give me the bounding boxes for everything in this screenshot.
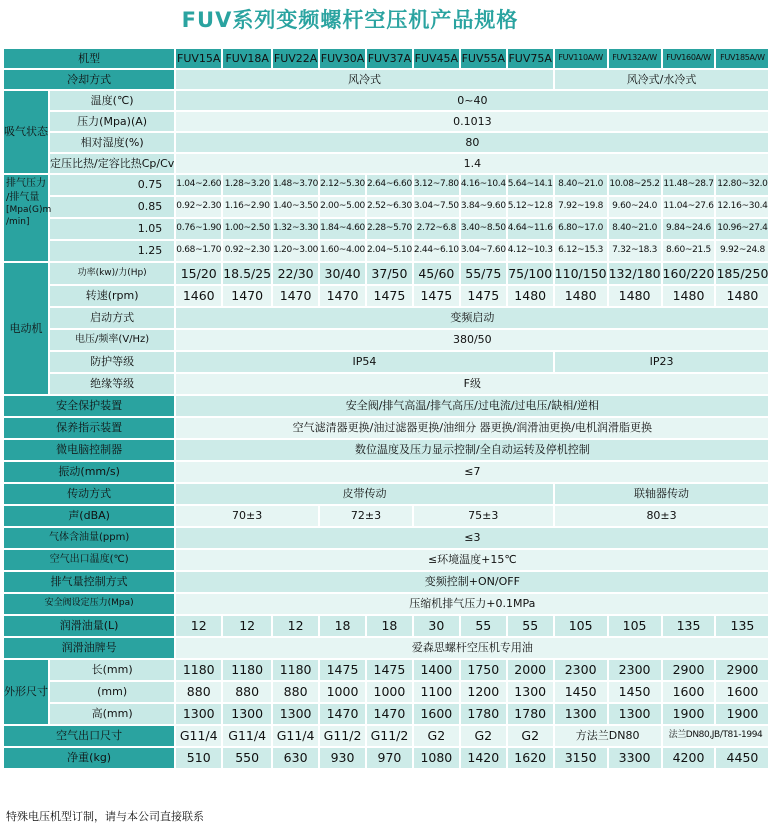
- dims-cell: 1000: [367, 682, 412, 702]
- weight-cell: 1420: [461, 748, 506, 768]
- model-cell: FUV55A: [461, 49, 506, 68]
- motor-speed-cell: 1475: [414, 286, 459, 306]
- discharge-row: [4, 241, 768, 261]
- discharge-cell: 8.40~21.0: [555, 175, 607, 195]
- model-cell: FUV22A: [273, 49, 318, 68]
- dims-cell: 1475: [367, 660, 412, 680]
- model-cell: FUV75A: [508, 49, 553, 68]
- motor-start-label: 启动方式: [50, 308, 174, 328]
- motor-speed-cell: 1470: [273, 286, 318, 306]
- outlet-temp-row: [4, 550, 768, 570]
- motor-volt-label: 电压/频率(V/Hz): [50, 330, 174, 350]
- footer-note: 特殊电压机型订制，请与本公司直接联系: [6, 810, 204, 823]
- discharge-cell: 3.40~8.50: [461, 219, 506, 239]
- discharge-cell: 1.84~4.60: [320, 219, 365, 239]
- vibration-row: [4, 462, 768, 482]
- weight-cell: 4450: [716, 748, 768, 768]
- motor-power-cell: 185/250: [716, 263, 768, 284]
- cooling-air-water: 风冷式/水冷式: [555, 70, 769, 89]
- motor-power-cell: 55/75: [461, 263, 506, 284]
- dims-cell: 2000: [508, 660, 553, 680]
- safety-valve-value: 压缩机排气压力+0.1MPa: [176, 594, 768, 614]
- dims-label: 长(mm): [50, 660, 174, 680]
- dims-cell: 1780: [508, 704, 553, 724]
- motor-group-label: 电动机: [4, 263, 48, 394]
- discharge-cell: 5.12~12.8: [508, 197, 553, 217]
- motor-power-cell: 160/220: [663, 263, 715, 284]
- weight-cell: 930: [320, 748, 365, 768]
- outlet-size-cell: G2: [414, 726, 459, 746]
- intake-value: 0.1013: [176, 112, 768, 131]
- motor-power-cell: 30/40: [320, 263, 365, 284]
- discharge-cell: 1.00~2.50: [223, 219, 271, 239]
- discharge-cell: 9.92~24.8: [716, 241, 768, 261]
- model-cell: FUV45A: [414, 49, 459, 68]
- discharge-cell: 0.76~1.90: [176, 219, 221, 239]
- lube-qty-cell: 30: [414, 616, 459, 636]
- discharge-cell: 4.12~10.3: [508, 241, 553, 261]
- dims-row: [4, 682, 768, 702]
- dims-label: 高(mm): [50, 704, 174, 724]
- discharge-cell: 0.92~2.30: [223, 241, 271, 261]
- weight-cell: 3300: [609, 748, 661, 768]
- intake-row: [4, 112, 768, 131]
- weight-cell: 550: [223, 748, 271, 768]
- dims-cell: 1300: [176, 704, 221, 724]
- motor-power-label: 功率(kw)/力(Hp): [50, 263, 174, 284]
- discharge-cell: 12.16~30.4: [716, 197, 768, 217]
- dims-label: (mm): [50, 682, 174, 702]
- dims-cell: 1000: [320, 682, 365, 702]
- dims-cell: 1750: [461, 660, 506, 680]
- discharge-cell: 10.08~25.2: [609, 175, 661, 195]
- drive-row: [4, 484, 768, 504]
- model-cell: FUV160A/W: [663, 49, 715, 68]
- noise-value: 80±3: [555, 506, 769, 526]
- intake-row: [4, 133, 768, 152]
- motor-speed-label: 转速(rpm): [50, 286, 174, 306]
- lube-qty-cell: 105: [609, 616, 661, 636]
- dims-cell: 2300: [555, 660, 607, 680]
- weight-cell: 1080: [414, 748, 459, 768]
- cooling-air: 风冷式: [176, 70, 552, 89]
- motor-power-cell: 132/180: [609, 263, 661, 284]
- motor-power-cell: 18.5/25: [223, 263, 271, 284]
- dims-cell: 1300: [508, 682, 553, 702]
- discharge-cell: 11.48~28.7: [663, 175, 715, 195]
- maint-label: 保养指示装置: [4, 418, 174, 438]
- discharge-pressure: 0.85: [50, 197, 174, 217]
- discharge-cell: 1.32~3.30: [273, 219, 318, 239]
- page-title: FUV系列变频螺杆空压机产品规格: [181, 8, 519, 32]
- lube-qty-label: 润滑油量(L): [4, 616, 174, 636]
- motor-speed-cell: 1470: [223, 286, 271, 306]
- motor-power-cell: 75/100: [508, 263, 553, 284]
- safety-row: [4, 396, 768, 416]
- dims-cell: 1600: [414, 704, 459, 724]
- motor-power-cell: 15/20: [176, 263, 221, 284]
- discharge-label-line: 排气压力: [6, 178, 46, 189]
- header-label: 机型: [4, 49, 174, 68]
- motor-volt-value: 380/50: [176, 330, 768, 350]
- drive-belt: 皮带传动: [176, 484, 552, 504]
- lube-qty-cell: 105: [555, 616, 607, 636]
- weight-cell: 4200: [663, 748, 715, 768]
- dims-cell: 1475: [320, 660, 365, 680]
- noise-value: 72±3: [320, 506, 412, 526]
- lube-qty-cell: 135: [663, 616, 715, 636]
- model-cell: FUV15A: [176, 49, 221, 68]
- discharge-label-line: /min]: [6, 217, 30, 228]
- dims-cell: 880: [176, 682, 221, 702]
- dims-cell: 1300: [609, 704, 661, 724]
- dims-cell: 1300: [273, 704, 318, 724]
- dims-row: [4, 660, 768, 680]
- discharge-cell: 1.04~2.60: [176, 175, 221, 195]
- discharge-cell: 3.84~9.60: [461, 197, 506, 217]
- discharge-cell: 7.92~19.8: [555, 197, 607, 217]
- discharge-row: [4, 175, 768, 195]
- lube-qty-cell: 12: [176, 616, 221, 636]
- dims-group-label: 外形尺寸: [4, 660, 48, 724]
- lube-qty-cell: 12: [223, 616, 271, 636]
- intake-value: 0~40: [176, 91, 768, 110]
- lube-brand-label: 润滑油牌号: [4, 638, 174, 658]
- dims-cell: 1900: [663, 704, 715, 724]
- vibration-value: ≤7: [176, 462, 768, 482]
- discharge-label-line: [Mpa(G)m: [6, 205, 52, 215]
- intake-label: 压力(Mpa)(A): [50, 112, 174, 131]
- outlet-temp-value: ≤环境温度+15℃: [176, 550, 768, 570]
- outlet-size-cell: G2: [508, 726, 553, 746]
- motor-speed-cell: 1475: [367, 286, 412, 306]
- outlet-size-cell: G11/4: [273, 726, 318, 746]
- model-cell: FUV37A: [367, 49, 412, 68]
- discharge-cell: 7.32~18.3: [609, 241, 661, 261]
- motor-power-cell: 22/30: [273, 263, 318, 284]
- discharge-cell: 1.60~4.00: [320, 241, 365, 261]
- discharge-cell: 2.52~6.30: [367, 197, 412, 217]
- discharge-cell: 11.04~27.6: [663, 197, 715, 217]
- dims-cell: 1450: [609, 682, 661, 702]
- motor-speed-cell: 1480: [555, 286, 607, 306]
- model-cell: FUV18A: [223, 49, 271, 68]
- discharge-cell: 1.16~2.90: [223, 197, 271, 217]
- discharge-cell: 3.04~7.60: [461, 241, 506, 261]
- outlet-size-cell: G11/4: [223, 726, 271, 746]
- oil-content-value: ≤3: [176, 528, 768, 548]
- motor-power-cell: 45/60: [414, 263, 459, 284]
- intake-label: 定压比热/定容比热Cp/Cv: [50, 154, 174, 173]
- intake-row: [4, 154, 768, 173]
- intake-row: [4, 91, 768, 110]
- discharge-cell: 9.60~24.0: [609, 197, 661, 217]
- safety-valve-row: [4, 594, 768, 614]
- discharge-cell: 2.00~5.00: [320, 197, 365, 217]
- weight-cell: 3150: [555, 748, 607, 768]
- dims-cell: 880: [223, 682, 271, 702]
- weight-row: [4, 748, 768, 768]
- dims-cell: 1600: [716, 682, 768, 702]
- weight-cell: 510: [176, 748, 221, 768]
- motor-speed-cell: 1480: [508, 286, 553, 306]
- mcu-value: 数位温度及压力显示控制/全自动运转及停机控制: [176, 440, 768, 460]
- discharge-cell: 0.68~1.70: [176, 241, 221, 261]
- outlet-size-cell: G11/2: [320, 726, 365, 746]
- lube-qty-cell: 18: [367, 616, 412, 636]
- discharge-cell: 2.12~5.30: [320, 175, 365, 195]
- flow-ctrl-value: 变频控制+ON/OFF: [176, 572, 768, 592]
- dims-cell: 2300: [609, 660, 661, 680]
- model-cell: FUV185A/W: [716, 49, 768, 68]
- safety-label: 安全保护装置: [4, 396, 174, 416]
- motor-speed-cell: 1475: [461, 286, 506, 306]
- lube-brand-value: 爱森思螺杆空压机专用油: [176, 638, 768, 658]
- discharge-cell: 8.40~21.0: [609, 219, 661, 239]
- motor-speed-cell: 1480: [609, 286, 661, 306]
- dims-cell: 1900: [716, 704, 768, 724]
- dims-cell: 880: [273, 682, 318, 702]
- dims-cell: 1300: [223, 704, 271, 724]
- motor-insul-value: F级: [176, 374, 768, 394]
- discharge-cell: 1.28~3.20: [223, 175, 271, 195]
- discharge-cell: 0.92~2.30: [176, 197, 221, 217]
- intake-label: 相对湿度(%): [50, 133, 174, 152]
- discharge-cell: 6.12~15.3: [555, 241, 607, 261]
- dims-cell: 1300: [555, 704, 607, 724]
- motor-speed-row: [4, 286, 768, 306]
- discharge-cell: 1.48~3.70: [273, 175, 318, 195]
- outlet-size-cell: G2: [461, 726, 506, 746]
- discharge-pressure: 1.25: [50, 241, 174, 261]
- outlet-size-row: [4, 726, 768, 746]
- motor-start-value: 变频启动: [176, 308, 768, 328]
- dims-cell: 1780: [461, 704, 506, 724]
- motor-power-cell: 37/50: [367, 263, 412, 284]
- dims-cell: 1100: [414, 682, 459, 702]
- noise-label: 声(dBA): [4, 506, 174, 526]
- outlet-size-label: 空气出口尺寸: [4, 726, 174, 746]
- drive-coupling: 联轴器传动: [555, 484, 769, 504]
- discharge-cell: 4.16~10.4: [461, 175, 506, 195]
- discharge-cell: 2.72~6.8: [414, 219, 459, 239]
- model-cell: FUV110A/W: [555, 49, 607, 68]
- motor-speed-cell: 1480: [663, 286, 715, 306]
- outlet-flange-a: 方法兰DN80: [555, 726, 661, 746]
- dims-cell: 1200: [461, 682, 506, 702]
- dims-cell: 1450: [555, 682, 607, 702]
- motor-speed-cell: 1470: [320, 286, 365, 306]
- motor-start-row: [4, 308, 768, 328]
- oil-content-label: 气体含油量(ppm): [4, 528, 174, 548]
- model-cell: FUV30A: [320, 49, 365, 68]
- motor-insul-row: [4, 374, 768, 394]
- discharge-row: [4, 197, 768, 217]
- motor-protect-label: 防护等级: [50, 352, 174, 372]
- intake-value: 1.4: [176, 154, 768, 173]
- discharge-cell: 2.44~6.10: [414, 241, 459, 261]
- dims-cell: 1470: [320, 704, 365, 724]
- intake-value: 80: [176, 133, 768, 152]
- spec-table: [2, 47, 770, 770]
- dims-cell: 1180: [273, 660, 318, 680]
- dims-cell: 1600: [663, 682, 715, 702]
- lube-qty-cell: 55: [508, 616, 553, 636]
- header-row: [4, 49, 768, 68]
- outlet-flange-b: 法兰DN80,JB/T81-1994: [663, 726, 769, 746]
- motor-power-cell: 110/150: [555, 263, 607, 284]
- noise-row: [4, 506, 768, 526]
- model-cell: FUV132A/W: [609, 49, 661, 68]
- discharge-cell: 1.40~3.50: [273, 197, 318, 217]
- discharge-pressure: 1.05: [50, 219, 174, 239]
- mcu-label: 微电脑控制器: [4, 440, 174, 460]
- discharge-cell: 12.80~32.0: [716, 175, 768, 195]
- oil-content-row: [4, 528, 768, 548]
- lube-qty-cell: 135: [716, 616, 768, 636]
- dims-row: [4, 704, 768, 724]
- vibration-label: 振动(mm/s): [4, 462, 174, 482]
- discharge-row: [4, 219, 768, 239]
- motor-protect-b: IP23: [555, 352, 769, 372]
- motor-volt-row: [4, 330, 768, 350]
- safety-valve-label: 安全阀设定压力(Mpa): [4, 594, 174, 614]
- maint-value: 空气滤清器更换/油过滤器更换/油细分 器更换/润滑油更换/电机润滑脂更换: [176, 418, 768, 438]
- dims-cell: 1180: [223, 660, 271, 680]
- lube-qty-cell: 55: [461, 616, 506, 636]
- motor-power-row: [4, 263, 768, 284]
- discharge-cell: 4.64~11.6: [508, 219, 553, 239]
- discharge-cell: 2.28~5.70: [367, 219, 412, 239]
- dims-cell: 1470: [367, 704, 412, 724]
- discharge-cell: 3.04~7.50: [414, 197, 459, 217]
- cooling-row: [4, 70, 768, 89]
- discharge-cell: 5.64~14.1: [508, 175, 553, 195]
- weight-label: 净重(kg): [4, 748, 174, 768]
- safety-value: 安全阀/排气高温/排气高压/过电流/过电压/缺相/逆相: [176, 396, 768, 416]
- lube-brand-row: [4, 638, 768, 658]
- intake-group-label: 吸气状态: [4, 91, 48, 173]
- discharge-cell: 2.04~5.10: [367, 241, 412, 261]
- motor-insul-label: 绝缘等级: [50, 374, 174, 394]
- discharge-cell: 8.60~21.5: [663, 241, 715, 261]
- motor-speed-cell: 1460: [176, 286, 221, 306]
- motor-speed-cell: 1480: [716, 286, 768, 306]
- lube-qty-row: [4, 616, 768, 636]
- mcu-row: [4, 440, 768, 460]
- discharge-cell: 3.12~7.80: [414, 175, 459, 195]
- motor-protect-a: IP54: [176, 352, 552, 372]
- discharge-cell: 9.84~24.6: [663, 219, 715, 239]
- lube-qty-cell: 18: [320, 616, 365, 636]
- outlet-size-cell: G11/4: [176, 726, 221, 746]
- noise-value: 75±3: [414, 506, 553, 526]
- outlet-size-cell: G11/2: [367, 726, 412, 746]
- discharge-cell: 2.64~6.60: [367, 175, 412, 195]
- flow-ctrl-label: 排气量控制方式: [4, 572, 174, 592]
- discharge-cell: 1.20~3.00: [273, 241, 318, 261]
- motor-protect-row: [4, 352, 768, 372]
- intake-label: 温度(℃): [50, 91, 174, 110]
- discharge-cell: 6.80~17.0: [555, 219, 607, 239]
- maint-row: [4, 418, 768, 438]
- discharge-label-line: /排气量: [6, 191, 40, 203]
- discharge-group-label: [4, 175, 52, 261]
- discharge-cell: 10.96~27.4: [716, 219, 768, 239]
- weight-cell: 1620: [508, 748, 553, 768]
- dims-cell: 1180: [176, 660, 221, 680]
- drive-label: 传动方式: [4, 484, 174, 504]
- cooling-label: 冷却方式: [4, 70, 174, 89]
- discharge-pressure: 0.75: [50, 175, 174, 195]
- dims-cell: 1400: [414, 660, 459, 680]
- dims-cell: 2900: [716, 660, 768, 680]
- outlet-temp-label: 空气出口温度(℃): [4, 550, 174, 570]
- noise-value: 70±3: [176, 506, 318, 526]
- weight-cell: 630: [273, 748, 318, 768]
- lube-qty-cell: 12: [273, 616, 318, 636]
- flow-ctrl-row: [4, 572, 768, 592]
- dims-cell: 2900: [663, 660, 715, 680]
- weight-cell: 970: [367, 748, 412, 768]
